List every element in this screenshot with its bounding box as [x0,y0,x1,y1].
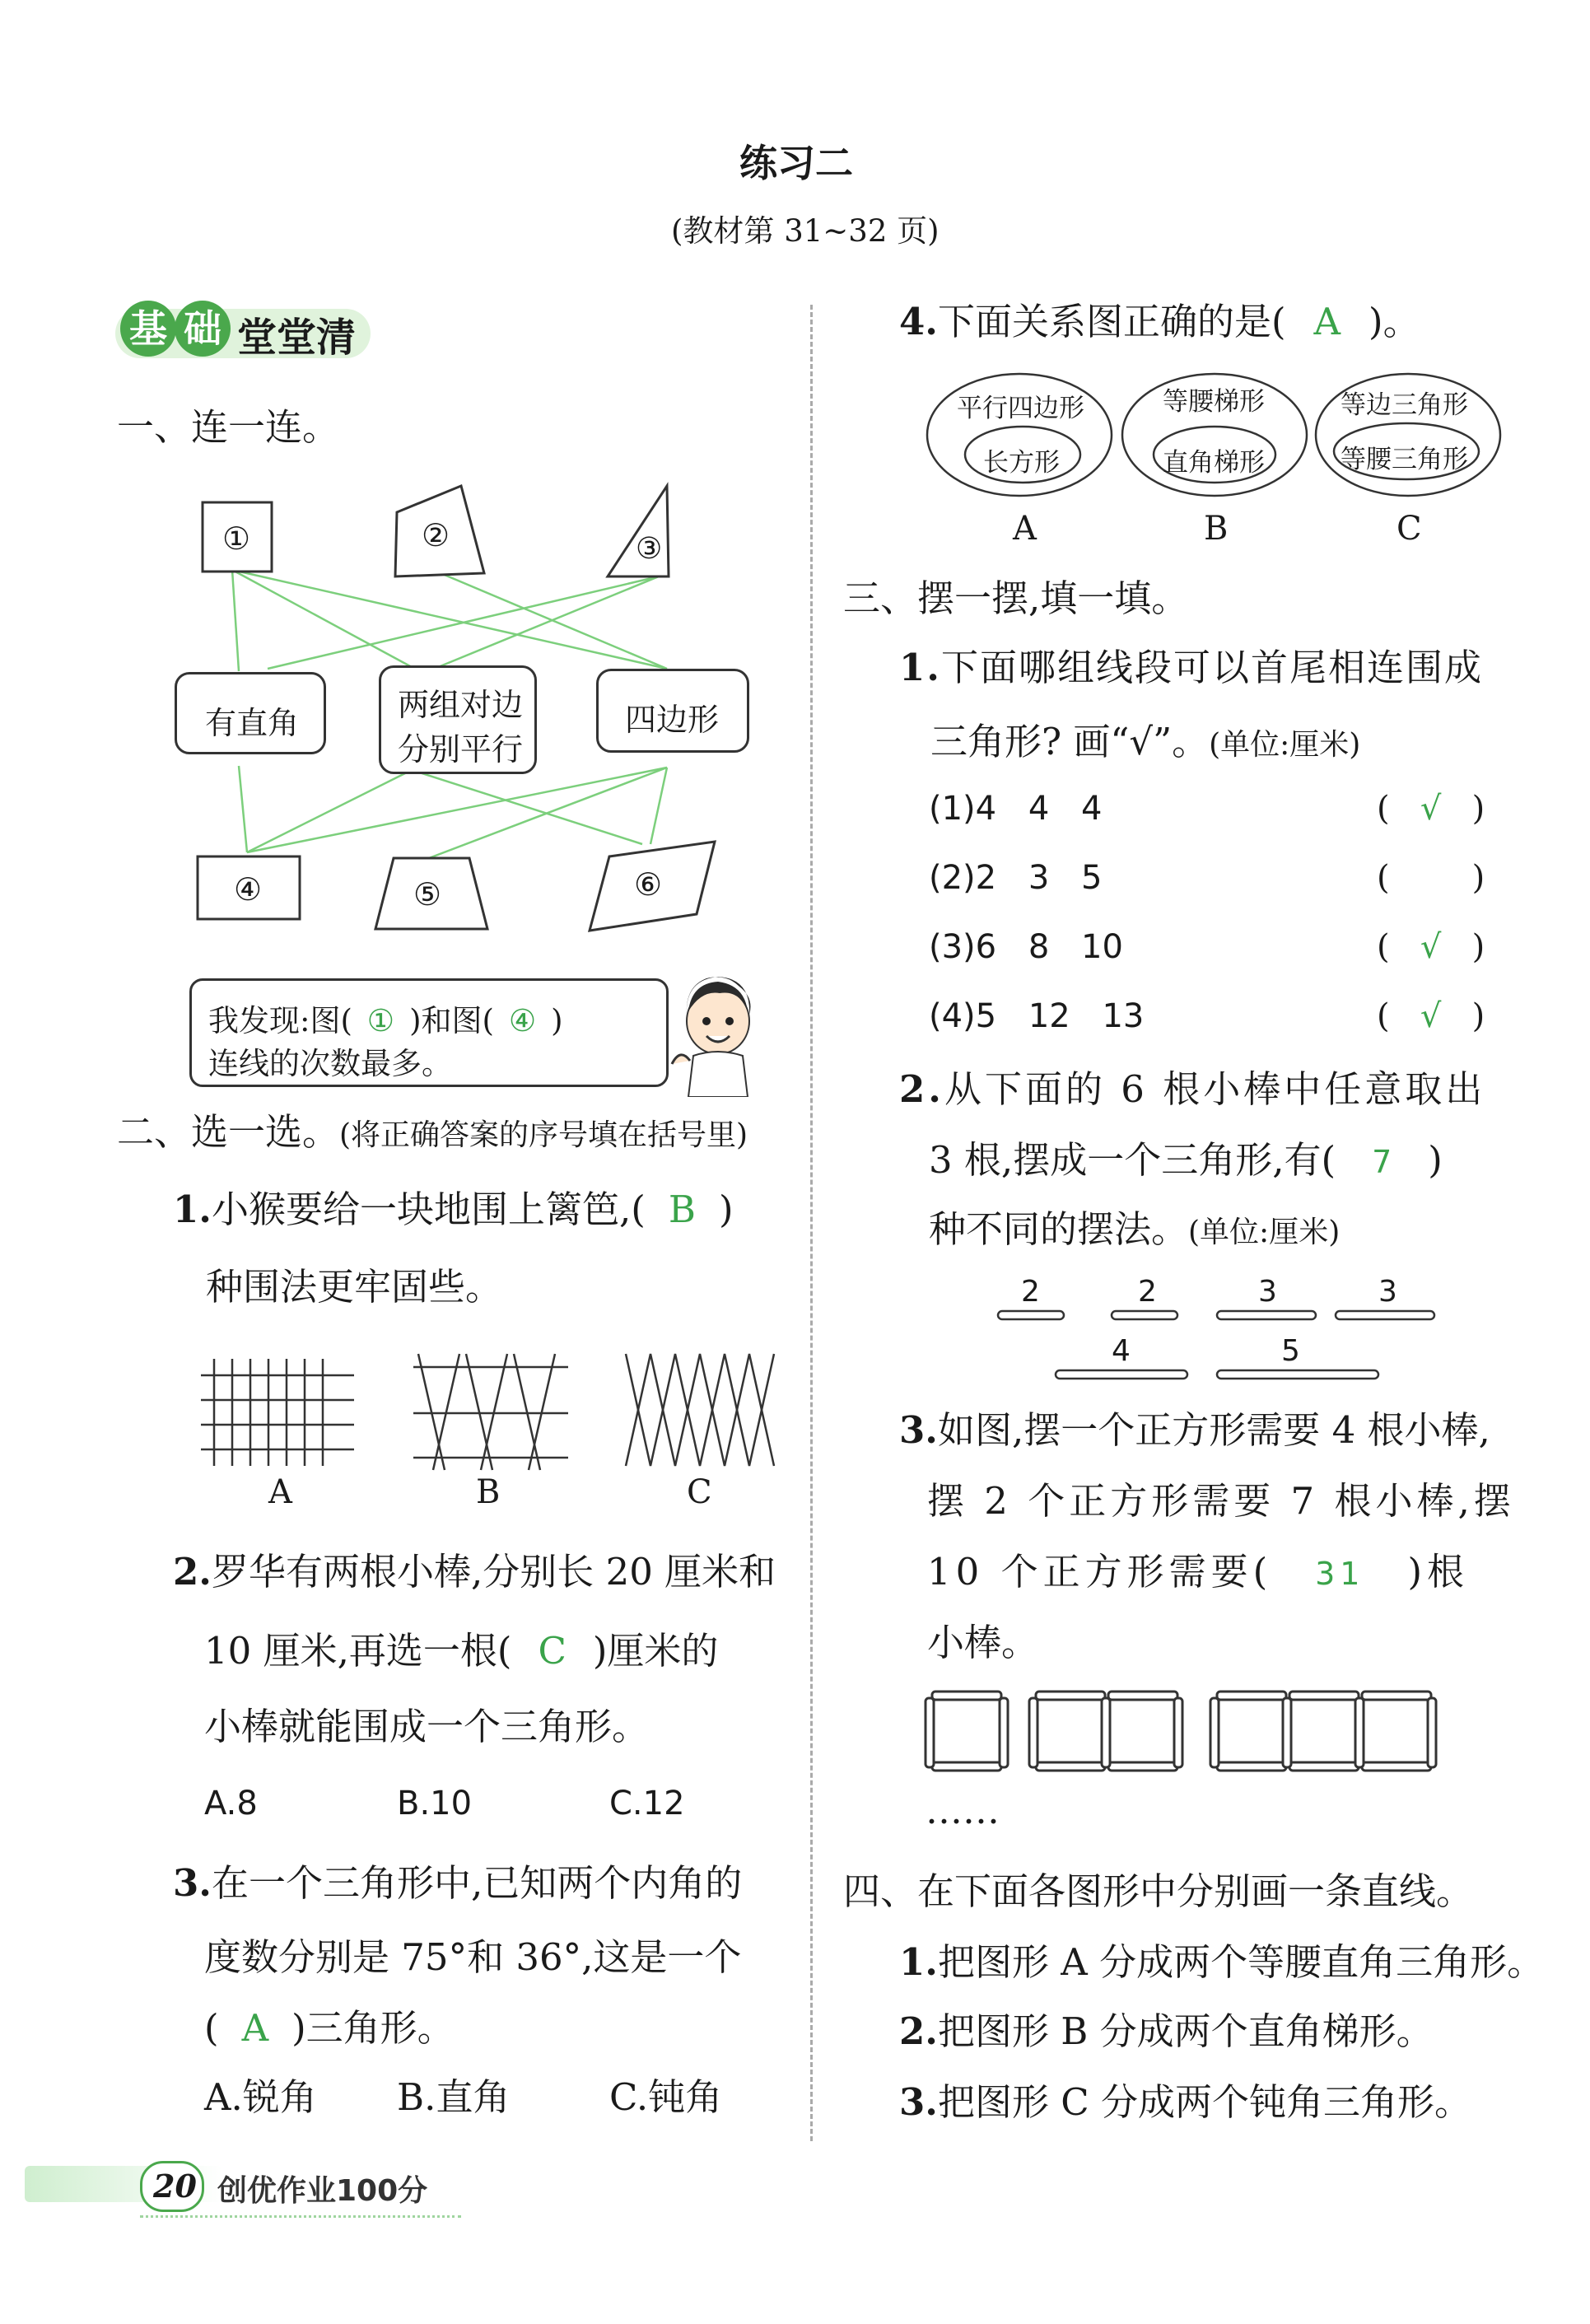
stick-label-3: 3 [1258,1275,1277,1309]
shape-label-3: ③ [636,532,663,566]
column-divider [810,305,813,2141]
venn-c-inner-label: 等腰三角形 [1341,445,1468,474]
fence-label-c: C [687,1473,712,1511]
discovery-suffix: ) [551,1003,563,1038]
q3-1-line2 [930,720,1361,763]
q3-1-row-4: (4)5 12 13 [929,997,1145,1035]
part3-heading: 三、摆一摆,填一填。 [843,576,1189,620]
category-label-parallel-2: 分别平行 [398,731,524,768]
q3-1-answer-1: √ [1420,790,1442,828]
part4-item-1 [899,1940,1545,1984]
q3-2-line3 [929,1207,1341,1251]
q3-2-unit: (单位:厘米) [1188,1216,1341,1249]
shape-label-1: ① [222,520,251,557]
q3-1-row-2: (2)2 3 5 [929,859,1103,897]
q3-1-paren-1: ( √ ) [1377,790,1485,828]
stick-4 [1336,1311,1434,1319]
q3-1-line1 [899,646,1483,689]
q3-3-ellipsis: …… [926,1789,1000,1832]
q2-1-text: 小猴要给一块地围上篱笆,( [211,1188,646,1231]
part1-heading: 一、连一连。 [117,405,340,449]
stick-label-6: 5 [1281,1334,1300,1368]
q2-1-close: ) [718,1188,734,1231]
q2-4-num: 4. [899,300,938,343]
q2-3-text3: )三角形。 [291,2006,455,2050]
q3-1-num: 1. [899,646,941,689]
stick-2 [1112,1311,1177,1319]
q3-2-line2 [929,1138,1443,1182]
q2-3-answer: A [241,2006,269,2050]
q2-1-num: 1. [173,1188,212,1231]
q2-3-text1: 在一个三角形中,已知两个内角的 [211,1861,743,1905]
q3-1-paren-2: ( ) [1377,859,1485,897]
q2-2-text1: 罗华有两根小棒,分别长 20 厘米和 [211,1550,776,1594]
q3-1-text2: 三角形? 画“√”。 [930,720,1210,763]
shape-label-5: ⑤ [413,876,442,912]
category-box-right-angle [175,672,326,754]
discovery-answer-2: ④ [508,1003,537,1038]
q2-1-line1 [173,1188,734,1231]
q3-1-row-3: (3)6 8 10 [929,928,1123,966]
q2-3-num: 3. [173,1861,212,1905]
q3-3-line2: 摆 2 个正方形需要 7 根小棒,摆 [927,1479,1515,1523]
part2-note: (将正确答案的序号填在括号里) [339,1118,748,1152]
fence-b-cross [413,1354,568,1470]
stick-label-4: 3 [1378,1275,1397,1309]
q3-1-text1: 下面哪组线段可以首尾相连围成 [940,646,1483,689]
part4-item-3 [899,2080,1472,2124]
q2-3-line2: 度数分别是 75°和 36°,这是一个 [204,1935,742,1979]
q2-3-line3 [204,2006,455,2050]
stick-label-1: 2 [1021,1275,1040,1309]
q3-1-answer-3: √ [1420,928,1442,966]
venn-label-c: C [1396,510,1422,548]
q2-1-answer: B [668,1188,696,1231]
venn-label-a: A [1013,510,1037,548]
q3-3-line4: 小棒。 [927,1621,1039,1664]
category-label-right-angle: 有直角 [205,705,300,741]
venn-c-outer-label: 等边三角形 [1341,390,1468,420]
q2-2-line1 [173,1550,776,1594]
venn-b-inner-label: 直角梯形 [1163,448,1265,478]
q3-2-num: 2. [899,1067,944,1111]
q3-1-paren-3: ( √ ) [1377,928,1485,966]
fence-label-a: A [268,1473,292,1511]
q2-3-option-b: B.直角 [397,2075,511,2119]
discovery-answer-1: ① [366,1003,395,1038]
page-title: 练习二 [739,141,853,185]
squares-figure [921,1687,1522,1777]
q2-2-line3: 小棒就能围成一个三角形。 [204,1705,650,1748]
fence-patterns [198,1351,790,1474]
q2-2-answer: C [538,1629,567,1673]
sticks-figure [988,1301,1449,1392]
q3-3-answer: 31 [1315,1556,1365,1592]
q2-2-text3: )厘米的 [592,1629,719,1673]
footer-dots [140,2215,461,2218]
part4-heading: 四、在下面各图形中分别画一条直线。 [843,1869,1474,1913]
q2-3-line1 [173,1861,743,1905]
shape-label-6: ⑥ [634,866,663,903]
category-label-parallel-1: 两组对边 [398,687,524,723]
fence-label-b: B [476,1473,501,1511]
q2-1-line2: 种围法更牢固些。 [206,1265,503,1309]
part4-item-3-text: 把图形 C 分成两个钝角三角形。 [937,2080,1472,2124]
page-subtitle: (教材第 31~32 页) [671,213,940,249]
footer-brand: 创优作业100分 [217,2174,428,2208]
q3-2-text1: 从下面的 6 根小棒中任意取出 [944,1067,1486,1111]
q3-2-text2: 3 根,摆成一个三角形,有( [929,1138,1336,1182]
venn-a-inner-label: 长方形 [983,448,1060,478]
part4-item-1-text: 把图形 A 分成两个等腰直角三角形。 [937,1940,1545,1984]
q3-1-answer-4: √ [1420,997,1442,1035]
q2-3-option-c: C.钝角 [609,2075,723,2119]
stick-5 [1056,1370,1187,1379]
shape-label-2: ② [422,517,450,553]
boy-illustration [669,965,767,1097]
q2-4-text: 下面关系图正确的是( [937,300,1286,343]
discovery-box [189,978,669,1087]
discovery-line2: 连线的次数最多。 [208,1046,452,1081]
q3-1-paren-4: ( √ ) [1377,997,1485,1035]
q3-2-text3: 种不同的摆法。 [929,1207,1189,1251]
q2-2-option-a: A.8 [204,1785,258,1822]
q2-4-close: )。 [1369,300,1420,343]
category-box-quadrilateral [596,669,749,753]
badge-text: 堂堂清 [237,315,357,361]
discovery-middle: )和图( [409,1003,494,1038]
q2-2-option-c: C.12 [609,1785,685,1822]
part4-item-2-num: 2. [899,2009,938,2053]
q2-3-option-a: A.锐角 [204,2075,317,2119]
category-box-parallel [379,665,537,774]
discovery-prefix: 我发现:图( [208,1003,352,1038]
q2-2-text2: 10 厘米,再选一根( [204,1629,512,1673]
badge-char-1: 基 [120,301,176,357]
fence-c-zigzag [626,1354,774,1466]
fence-a-grid [201,1359,354,1466]
q2-3-open: ( [204,2006,219,2050]
q3-2-close: ) [1428,1138,1443,1182]
discovery-line1 [208,996,563,1040]
shape-label-4: ④ [234,871,263,908]
part2-heading [117,1110,748,1154]
badge-char-2: 础 [175,301,231,357]
q2-4-line [899,300,1420,343]
q3-3-text3: 10 个正方形需要( [927,1550,1273,1594]
q3-2-answer: 7 [1372,1144,1392,1180]
q3-3-line1 [899,1408,1490,1452]
part2-heading-text: 二、选一选。 [117,1110,340,1154]
category-label-quadrilateral: 四边形 [625,702,720,738]
matching-diagram [0,0,810,988]
venn-b-outer-label: 等腰梯形 [1163,387,1265,417]
q3-3-text3-post: )根 [1407,1550,1470,1594]
q2-2-option-b: B.10 [397,1785,473,1822]
q2-2-line2 [204,1629,719,1673]
part4-item-2-text: 把图形 B 分成两个直角梯形。 [937,2009,1434,2053]
part4-item-1-num: 1. [899,1940,938,1984]
q3-1-row-1: (1)4 4 4 [929,790,1103,828]
q3-1-unit: (单位:厘米) [1209,728,1361,762]
part4-item-2 [899,2009,1434,2053]
q3-3-line3 [927,1550,1470,1594]
q3-2-line1 [899,1067,1486,1111]
stick-label-2: 2 [1138,1275,1157,1309]
stick-label-5: 4 [1112,1334,1131,1368]
stick-1 [998,1311,1064,1319]
q2-2-num: 2. [173,1550,212,1594]
venn-label-b: B [1204,510,1229,548]
q3-3-num: 3. [899,1408,938,1452]
venn-a-outer-label: 平行四边形 [957,394,1084,423]
stick-6 [1217,1370,1378,1379]
stick-3 [1217,1311,1316,1319]
footer-page-number: 20 [153,2168,197,2205]
q2-4-answer: A [1313,300,1341,343]
q3-3-text1: 如图,摆一个正方形需要 4 根小棒, [937,1408,1490,1452]
part4-item-3-num: 3. [899,2080,938,2124]
